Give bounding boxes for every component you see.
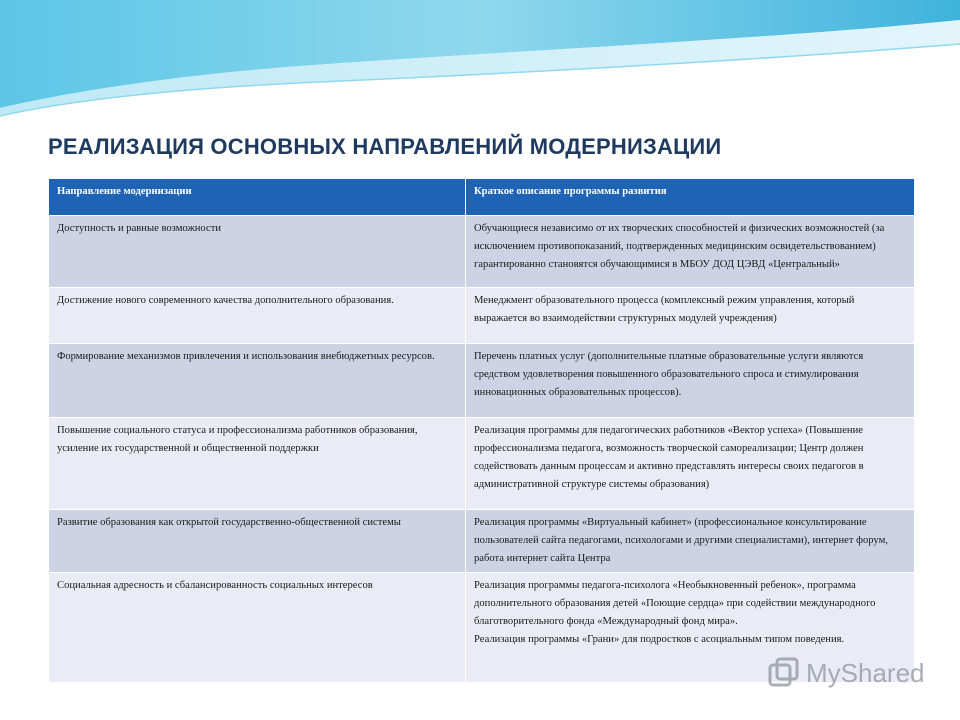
cell-description	[466, 510, 915, 573]
description-text: Реализация программы педагога-психолога «Необыкновенный ребенок», программа дополнительного образования детей «Поющие сердца» при содействии международного благотворительного фонда «Международный фонд мира».	[474, 580, 876, 627]
cell-description	[466, 418, 915, 510]
description-text: Реализация программы «Виртуальный кабинет» (профессиональное консультирование пользователей сайта педагогами, психологами и другими специалистами), интернет форум, работа интернет сайта Центра	[474, 517, 888, 564]
modernization-table	[48, 178, 915, 683]
column-header-direction: Направление модернизации	[49, 179, 466, 216]
cell-direction: Социальная адресность и сбалансированность социальных интересов	[49, 573, 466, 683]
cell-direction: Достижение нового современного качества дополнительного образования.	[49, 288, 466, 344]
decorative-wave-header	[0, 0, 960, 130]
watermark	[766, 653, 936, 693]
table-header-row	[49, 179, 915, 216]
cell-direction: Развитие образования как открытой государственно-общественной системы	[49, 510, 466, 573]
description-text: Обучающиеся независимо от их творческих способностей и физических возможностей (за исключением противопоказаний, подтвержденных медицинским освидетельствованием) гарантированно становятся обучающимися в МБОУ ДОД ЦЭВД «Центральный»	[474, 223, 885, 270]
table-row	[49, 418, 915, 510]
slide-title: РЕАЛИЗАЦИЯ ОСНОВНЫХ НАПРАВЛЕНИЙ МОДЕРНИЗАЦИИ	[48, 134, 722, 159]
myshared-logo-icon	[766, 656, 800, 690]
description-text: Менеджмент образовательного процесса (комплексный режим управления, который выражается во взаимодействии структурных модулей учреждения)	[474, 295, 855, 324]
cell-description	[466, 288, 915, 344]
table-row	[49, 288, 915, 344]
cell-description	[466, 344, 915, 418]
cell-direction: Повышение социального статуса и профессионализма работников образования, усиление их государственной и общественной поддержки	[49, 418, 466, 510]
column-header-description: Краткое описание программы развития	[466, 179, 915, 216]
watermark-text: MyShared	[806, 657, 925, 688]
cell-direction: Доступность и равные возможности	[49, 216, 466, 288]
table-row	[49, 216, 915, 288]
description-text: Реализация программы «Грани» для подростков с асоциальным типом поведения.	[474, 634, 845, 645]
cell-description	[466, 216, 915, 288]
table-row	[49, 344, 915, 418]
table-row	[49, 510, 915, 573]
description-text: Реализация программы для педагогических работников «Вектор успеха» (Повышение профессионализма педагога, возможность творческой самореализации; Центр должен содействовать данным процессам и активно представлять интересы своих педагогов в административной структуре системы образования)	[474, 425, 864, 490]
description-text: Перечень платных услуг (дополнительные платные образовательные услуги являются средством удовлетворения повышенного образовательного спроса и стимулирования инновационных образовательных процессов).	[474, 351, 864, 398]
cell-direction: Формирование механизмов привлечения и использования внебюджетных ресурсов.	[49, 344, 466, 418]
